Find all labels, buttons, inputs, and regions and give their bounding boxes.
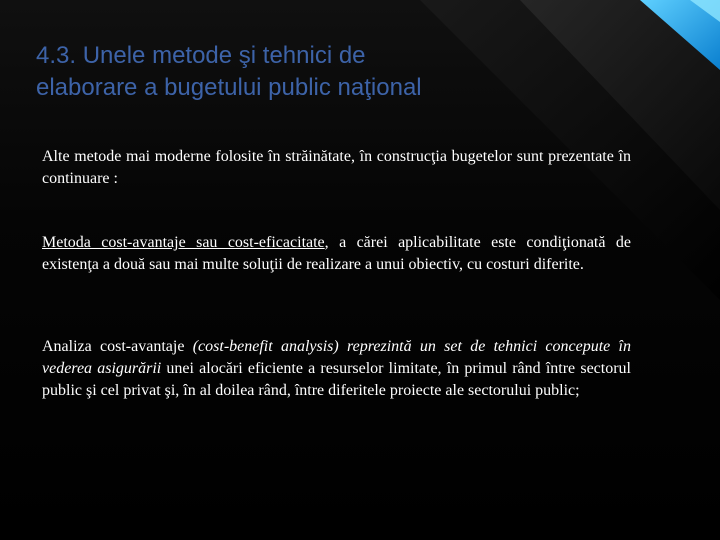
method-description: , a cărei aplicabilitate este condiţionată de existenţa a două sau mai multe soluţii de realizare a unui obiectiv, cu costuri diferite. xyxy=(42,234,631,273)
title-line-1: 4.3. Unele metode şi tehnici de xyxy=(36,42,366,69)
analysis-rest: unei alocări eficiente a resurselor limitate, în primul rând între sectorul public şi cel privat şi, în al doilea rând, între diferitele proiecte ale sectorului public; xyxy=(42,360,631,399)
analysis-lead: Analiza cost-avantaje xyxy=(42,338,193,355)
analysis-italic: (cost-benefit analysis) reprezintă un set de tehnici concepute în vederea asigurării xyxy=(42,338,631,377)
paragraph-cost-benefit xyxy=(42,336,631,402)
paragraph-cost-eficacitate xyxy=(42,232,631,276)
slide-title xyxy=(36,40,636,104)
paragraph-intro: Alte metode mai moderne folosite în străinătate, în construcţia bugetelor sunt prezentate în continuare : xyxy=(42,148,631,187)
title-line-2: elaborare a bugetului public naţional xyxy=(36,74,422,101)
method-name: Metoda cost-avantaje sau cost-eficacitate xyxy=(42,234,325,251)
